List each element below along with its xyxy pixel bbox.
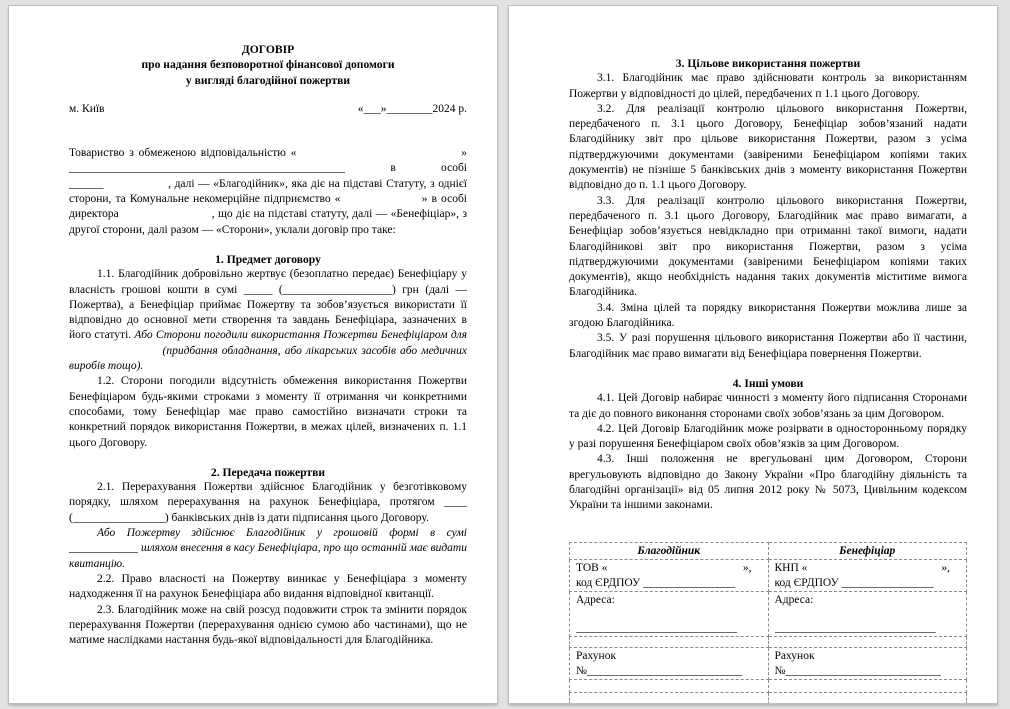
beneficiary-org-suffix: »,	[941, 562, 950, 575]
spacer-row-1	[570, 637, 967, 648]
clause-3-3: 3.3. Для реалізації контролю цільового використання Пожертви, передбаченого п. 3.1 цього Договору, Благодійник має право вимагати, а Бенефіціар зобов’язується невідкладно при отриманні такої вимоги, надати Благодійникові звіт про використання Пожертви, разом з усіма підтверджуючими документами (завіреними Бенефіціаром копіями таких документів), якщо необхідність надання таких документів міститиме вимога Благодійника.	[569, 194, 967, 299]
beneficiary-address-blank: ____________________________	[774, 621, 936, 634]
title-line-3: у вигляді благодійної пожертви	[185, 73, 351, 87]
spacer-cell	[570, 693, 769, 704]
clause-1-1-text: 1.1. Благодійник добровільно жертвує (безоплатно передає) Бенефіціару у власність грошові кошти в сумі _____ (___________________) грн (далі — Пожертва), а Бенефіціар приймає Пожертву та зобов’язується використати її відповідно до основної мети створення та завдань Бенефіціара, зазначених в його статуті.	[69, 268, 467, 342]
beneficiary-account-label: Рахунок	[774, 650, 815, 663]
benefactor-org-cell	[570, 560, 769, 592]
section-3-heading: 3. Цільове використання пожертви	[675, 57, 861, 70]
clause-4-2: 4.2. Цей Договір Благодійник може розірвати в односторонньому порядку у разі порушення Бенефіціаром своїх обов’язків за цим Договором.	[569, 422, 967, 451]
page-2	[508, 5, 998, 704]
benefactor-address-label: Адреса:	[576, 594, 615, 607]
beneficiary-org-prefix: КНП «	[774, 562, 808, 575]
spacer-cell	[570, 637, 769, 648]
address-row	[570, 592, 967, 637]
page-1	[8, 5, 498, 704]
benefactor-org-suffix: »,	[742, 562, 752, 575]
date-blank: «___»________2024 р.	[357, 102, 467, 115]
spacer-cell	[570, 680, 769, 693]
benefactor-account-cell	[570, 648, 769, 680]
clause-2-3: 2.3. Благодійник може на свій розсуд подовжити строк та змінити порядок перерахування Пожертви (перерахування однією сумою або частинами), що не матиме наслідками настання будь-якої відповідальності для Благодійника.	[69, 603, 467, 647]
beneficiary-edrpou-line: код ЄРДПОУ ________________	[774, 576, 934, 589]
beneficiary-org-cell	[768, 560, 967, 592]
beneficiary-account-cell	[768, 648, 967, 680]
clause-4-3: 4.3. Інші положення не врегульовані цим Договором, Сторони врегульовують відповідно до Закону України «Про благодійну діяльність та благодійні організації» від 05 липня 2012 року № 5073, Цивільним кодексом України та іншими законами.	[569, 453, 967, 512]
section-1-heading: 1. Предмет договору	[215, 252, 321, 266]
benefactor-account-blank: №___________________________	[576, 664, 743, 677]
title-line-1: ДОГОВІР	[241, 43, 295, 56]
clause-1-1-italic-alt: Або Сторони погодили використання Пожертви Бенефіціаром для (придбання обладнання, або лікарських засобів або медичних виробів тощо).	[69, 329, 467, 373]
signatures-header-row	[570, 542, 967, 560]
benefactor-edrpou-line: код ЄРДПОУ ________________	[576, 576, 736, 589]
preamble-paragraph: Товариство з обмеженою відповідальністю « » ________________________________________________ в особі ______ , далі — «Благодійник», яка діє на підставі Статуту, з однієї сторони, та Комунальне некомерційне підприємство « » в особі директора , що діє на підставі статуту, далі — «Бенефіціар», з другої сторони, далі разом — «Сторони», уклали договір про таке:	[69, 147, 467, 236]
spacer-cell	[768, 693, 967, 704]
beneficiary-address-cell	[768, 592, 967, 637]
clause-3-1: 3.1. Благодійник має право здійснювати контроль за використанням Пожертви у відповідності до цілей, передбачених п 1.1 цього Договору.	[569, 72, 967, 100]
benefactor-address-cell	[570, 592, 769, 637]
place-date-row	[69, 102, 467, 117]
document-title	[69, 42, 467, 88]
section-2-heading: 2. Передача пожертви	[210, 465, 326, 479]
spacer-cell	[768, 637, 967, 648]
spacer-row-3	[570, 693, 967, 704]
spacer-row-2	[570, 680, 967, 693]
clause-3-4: 3.4. Зміна цілей та порядку використання Пожертви можлива лише за згодою Благодійника.	[569, 301, 967, 330]
clause-1-1	[69, 267, 467, 374]
beneficiary-org-line	[775, 561, 961, 576]
city-label: м. Київ	[69, 102, 105, 115]
clause-3-2: 3.2. Для реалізації контролю цільового використання Пожертви, передбаченого п. 3.1 цього Договору, Бенефіціар зобов’язаний надати Благодійнику звіт про цільове використання Пожертви, разом з усіма підтверджуючими документами (завіреними Бенефіціаром копіями таких документів) не пізніше 5 банківських днів з моменту використання Пожертви відповідно до п. 1.1 цього Договору.	[569, 102, 967, 192]
title-line-2: про надання безповоротної фінансової допомоги	[141, 58, 395, 72]
organization-row	[570, 560, 967, 592]
benefactor-address-blank: ____________________________	[576, 621, 737, 634]
clause-2-1: 2.1. Перерахування Пожертви здійснює Благодійник у безготівковому порядку, шляхом перерахування на рахунок Бенефіціара, протягом ____ (________________) банківських днів із дати підписання цього Договору.	[69, 481, 467, 524]
beneficiary-address-label: Адреса:	[774, 594, 814, 607]
clause-2-1-italic-alt: Або Пожертву здійснює Благодійник у грошовій формі в сумі ____________ шляхом внесення в касу Бенефіціара, про що останній має видати квитанцію.	[69, 527, 467, 570]
signatures-table	[569, 542, 967, 704]
clause-4-1: 4.1. Цей Договір набирає чинності з моменту його підписання Сторонами та діє до повного виконання сторонами своїх зобов’язань за цим Договором.	[569, 392, 967, 420]
clause-2-2: 2.2. Право власності на Пожертву виникає у Бенефіціара з моменту надходження її на рахунок Бенефіціара або видання відповідної квитанції.	[69, 572, 467, 601]
section-4-heading: 4. Інші умови	[732, 376, 804, 390]
benefactor-org-line	[576, 561, 762, 576]
spacer-cell	[768, 680, 967, 693]
account-row	[570, 648, 967, 680]
benefactor-account-label: Рахунок	[576, 650, 617, 663]
beneficiary-account-blank: №___________________________	[774, 664, 941, 677]
clause-1-2: 1.2. Сторони погодили відсутність обмеження використання Пожертви Бенефіціаром будь-якими строками з моменту її отримання чи конкретними способами, тому Бенефіціар має право самостійно визначати строки та конкретний порядок використання Пожертви, в межах цілей, визначених п. 1.1 цього Договору.	[69, 375, 467, 449]
beneficiary-header: Бенефіціар	[768, 542, 967, 560]
benefactor-header: Благодійник	[570, 542, 769, 560]
clause-3-5: 3.5. У разі порушення цільового використання Пожертви або її частини, Благодійник має право вимагати від Бенефіціара повернення Пожертви.	[569, 332, 967, 360]
benefactor-org-prefix: ТОВ «	[576, 562, 608, 575]
